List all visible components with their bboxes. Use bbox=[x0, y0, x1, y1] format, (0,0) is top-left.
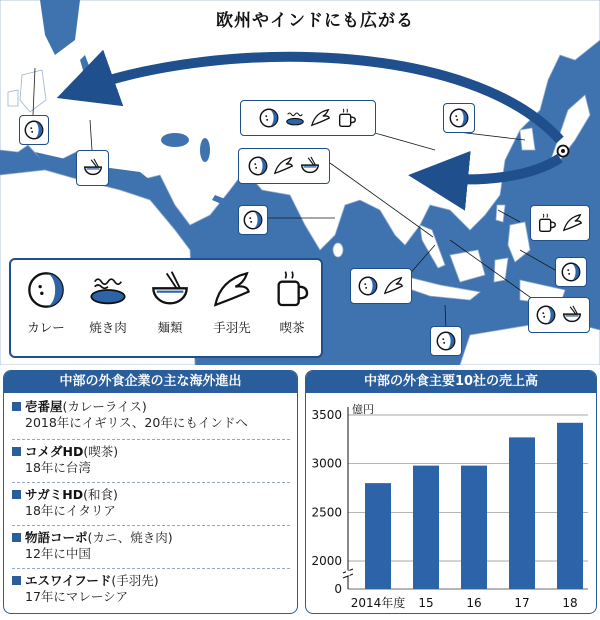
chicken-wing-icon bbox=[562, 212, 584, 234]
noodles-icon bbox=[299, 155, 321, 177]
legend-item-noodles bbox=[141, 270, 199, 336]
bullet-square bbox=[12, 402, 21, 411]
y-tick-label: 0 bbox=[334, 582, 342, 596]
company-detail: 18年に台湾 bbox=[25, 460, 91, 475]
curry-icon bbox=[258, 107, 280, 129]
legend-item-curry bbox=[17, 270, 75, 336]
bullet-square bbox=[12, 447, 21, 456]
company-detail: 2018年にイギリス、20年にもインドへ bbox=[25, 415, 248, 430]
curry-icon bbox=[435, 330, 457, 352]
sales-bar-chart bbox=[306, 393, 597, 613]
company-category: (カレーライス) bbox=[62, 399, 147, 414]
callout-taiwan bbox=[530, 205, 590, 241]
chicken-wing-icon bbox=[383, 275, 405, 297]
callout-uk bbox=[19, 115, 49, 145]
legend-label: 焼き肉 bbox=[89, 320, 127, 335]
callout-southeast-asia bbox=[350, 268, 412, 304]
japan bbox=[550, 95, 590, 162]
bar bbox=[461, 466, 487, 589]
coffee-icon bbox=[272, 270, 312, 310]
company-category: (和食) bbox=[83, 487, 118, 502]
company-name: 壱番屋 bbox=[25, 399, 63, 414]
callout-korea bbox=[443, 103, 475, 133]
y-tick-label: 2500 bbox=[311, 505, 342, 520]
company-name: コメダHD bbox=[25, 444, 84, 459]
company-item bbox=[12, 487, 292, 519]
map-title: 欧州やインドにも広がる bbox=[216, 11, 414, 31]
callout-india bbox=[238, 205, 268, 235]
x-tick-label: 17 bbox=[514, 596, 530, 610]
callout-indonesia bbox=[430, 326, 462, 356]
bar bbox=[413, 466, 439, 589]
legend-label: 手羽先 bbox=[213, 320, 251, 335]
company-name: エスワイフード bbox=[25, 573, 112, 588]
curry-icon bbox=[247, 155, 269, 177]
legend-item-coffee bbox=[263, 270, 321, 336]
callout-china bbox=[240, 100, 376, 136]
row-divider bbox=[12, 482, 290, 483]
curry-icon bbox=[357, 275, 379, 297]
unit-label: 億円 bbox=[352, 403, 374, 416]
legend-label: 麺類 bbox=[157, 320, 183, 335]
company-item bbox=[12, 444, 292, 476]
noodles-icon bbox=[150, 270, 190, 310]
x-tick-label: 16 bbox=[466, 596, 482, 610]
company-item bbox=[12, 399, 292, 431]
curry-icon bbox=[535, 304, 557, 326]
company-category: (カニ、焼き肉) bbox=[87, 530, 173, 545]
sales-panel bbox=[305, 370, 597, 614]
curry-icon bbox=[242, 209, 264, 231]
row-divider bbox=[12, 439, 290, 440]
y-tick-label: 2000 bbox=[311, 554, 342, 568]
bullet-square bbox=[12, 576, 21, 585]
company-detail: 17年にマレーシア bbox=[25, 589, 129, 604]
curry-icon bbox=[26, 270, 66, 310]
x-tick-label: 2014年度 bbox=[350, 596, 406, 610]
row-divider bbox=[12, 525, 290, 526]
company-category: (喫茶) bbox=[83, 444, 119, 459]
company-detail: 12年に中国 bbox=[25, 546, 91, 561]
y-tick-label: 3000 bbox=[311, 456, 342, 471]
company-category: (手羽先) bbox=[111, 573, 159, 588]
bullet-square bbox=[12, 490, 21, 499]
yakiniku-icon bbox=[88, 270, 128, 310]
bar bbox=[509, 437, 535, 589]
legend-label: カレー bbox=[27, 320, 65, 335]
companies-title: 中部の外食企業の主な海外進出 bbox=[4, 371, 297, 393]
noodles-icon bbox=[82, 157, 104, 179]
curry-icon bbox=[560, 261, 582, 283]
axis-break-gap bbox=[346, 571, 350, 576]
bullet-square bbox=[12, 533, 21, 542]
legend-item-chicken-wing bbox=[203, 270, 261, 336]
sales-chart-title: 中部の外食主要10社の売上高 bbox=[306, 371, 596, 393]
coffee-icon bbox=[336, 107, 358, 129]
chicken-wing-icon bbox=[310, 107, 332, 129]
y-tick-label: 3500 bbox=[311, 408, 342, 422]
legend-item-yakiniku bbox=[79, 270, 137, 336]
legend-label: 喫茶 bbox=[279, 320, 305, 335]
callout-italy bbox=[76, 150, 109, 186]
callout-philippines bbox=[555, 257, 587, 287]
company-detail: 18年にイタリア bbox=[25, 503, 116, 518]
curry-icon bbox=[23, 119, 45, 141]
callout-singapore bbox=[528, 297, 590, 333]
companies-panel bbox=[3, 370, 298, 614]
company-item bbox=[12, 573, 292, 605]
company-item bbox=[12, 530, 292, 562]
noodles-icon bbox=[561, 304, 583, 326]
x-tick-label: 18 bbox=[562, 596, 578, 610]
bar bbox=[365, 483, 391, 589]
company-name: 物語コーポ bbox=[25, 530, 88, 545]
x-tick-label: 15 bbox=[418, 596, 434, 610]
company-name: サガミHD bbox=[25, 487, 84, 502]
coffee-icon bbox=[536, 212, 558, 234]
row-divider bbox=[12, 568, 290, 569]
yakiniku-icon bbox=[284, 107, 306, 129]
bar bbox=[557, 423, 583, 589]
chicken-wing-icon bbox=[212, 270, 252, 310]
chicken-wing-icon bbox=[273, 155, 295, 177]
callout-east-asia bbox=[238, 148, 330, 184]
icon-legend bbox=[9, 258, 323, 358]
curry-icon bbox=[448, 107, 470, 129]
